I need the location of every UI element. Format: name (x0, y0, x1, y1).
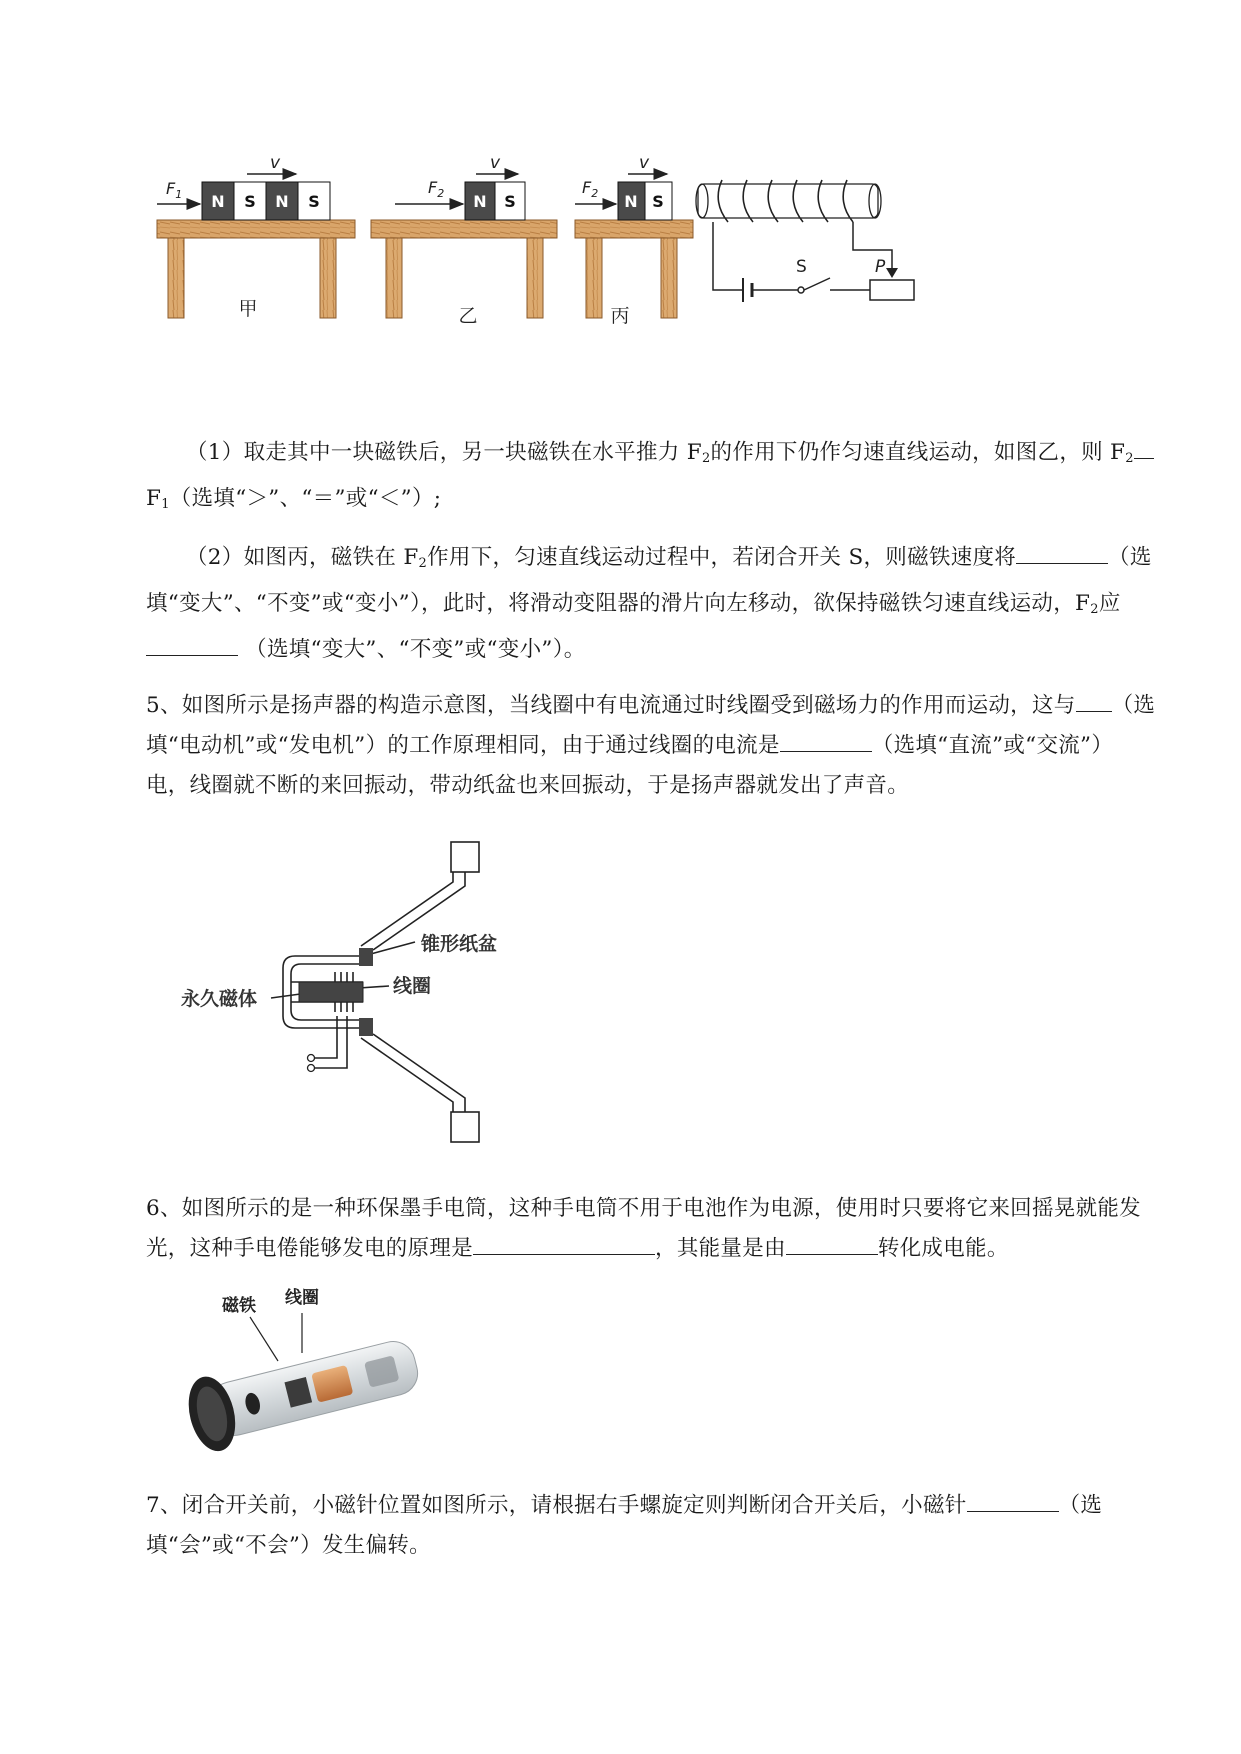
q6-text-segment: 转化成电能。 (877, 1236, 1009, 1261)
q4-part2-text: （选填“变大”、“不变”或“变小”），此时，将滑动变阻器的滑片向左移动，欲保持磁铁匀速直线运动，F (146, 545, 1152, 616)
answer-blank[interactable] (1134, 434, 1154, 459)
q6-text (146, 1189, 1156, 1269)
velocity-label: v (270, 153, 281, 173)
force-label: $F_2$ (582, 178, 599, 200)
table-jia (157, 153, 355, 320)
q4-part2-text: 作用下，匀速直线运动过程中，若闭合开关 S，则磁铁速度将 (427, 545, 1017, 570)
speaker-magnet-label: 永久磁体 (181, 988, 258, 1010)
q4-part1 (146, 433, 1156, 525)
subscript: 2 (1090, 602, 1099, 617)
q4-part1-text: （选填“＞”、“＝”或“＜”）; (169, 486, 442, 511)
table-bing (575, 153, 693, 327)
q4-part2-text: （选填“变大”、“不变”或“变小”）。 (245, 637, 586, 662)
q5-text-segment: 5、如图所示是扬声器的构造示意图，当线圈中有电流通过时线圈受到磁场力的作用而运动，这与 (146, 693, 1076, 718)
figure-label-bing: 丙 (610, 305, 630, 327)
slider-label: P (875, 257, 886, 277)
answer-blank[interactable] (1016, 539, 1108, 564)
answer-blank[interactable] (146, 631, 238, 656)
flashlight-figure (170, 1285, 440, 1465)
velocity-label: v (639, 153, 650, 173)
q4-part2-text: 应 (1098, 591, 1121, 616)
q7-text-segment: （选填“会”或“不会”）发生偏转。 (146, 1493, 1103, 1558)
answer-blank[interactable] (473, 1230, 655, 1255)
q4-part1-text: F (146, 486, 162, 511)
rheostat (870, 280, 914, 300)
q4-part2 (146, 538, 1156, 670)
q4-part2-text: （2）如图丙，磁铁在 F (186, 545, 419, 570)
subscript: 2 (418, 556, 428, 571)
q4-part1-text: 的作用下仍作匀速直线运动，如图乙，则 F (710, 440, 1126, 465)
pole-label: N (473, 192, 487, 211)
answer-blank[interactable] (1076, 687, 1112, 712)
q7-text (146, 1486, 1156, 1566)
q6-text-segment: 6、如图所示的是一种环保墨手电筒，这种手电筒不用于电池作为电源，使用时只要将它来回摇晃就能发光，这种手电倦能够发电的原理是 (146, 1196, 1141, 1261)
q4-part1-text: （1）取走其中一块磁铁后，另一块磁铁在水平推力 F (186, 440, 702, 465)
figure-label-jia: 甲 (238, 298, 258, 320)
q5-text-segment: （选填“直流”或“交流”）电，线圈就不断的来回振动，带动纸盆也来回振动，于是扬声器就发出了声音。 (146, 733, 1114, 798)
magnet-tables-figure (150, 150, 1030, 375)
q6-text-segment: ，其能量是由 (655, 1236, 786, 1261)
force-label: $F_1$ (166, 179, 183, 201)
answer-blank[interactable] (967, 1487, 1059, 1512)
q5-text-segment: （选填“电动机”或“发电机”）的工作原理相同，由于通过线圈的电流是 (146, 693, 1156, 758)
pole-label: N (624, 192, 638, 211)
figure-label-yi: 乙 (458, 305, 478, 327)
speaker-cone-label: 锥形纸盆 (421, 933, 498, 955)
pole-label: S (652, 192, 664, 211)
pole-label: S (308, 192, 320, 211)
answer-blank[interactable] (786, 1230, 878, 1255)
solenoid-tube (698, 184, 878, 218)
coil-winding (718, 180, 853, 222)
q5-text (146, 686, 1156, 806)
pole-label: N (275, 192, 289, 211)
force-label: $F_2$ (428, 178, 445, 200)
pole-label: S (244, 192, 256, 211)
speaker-diagram (175, 830, 555, 1150)
velocity-label: v (490, 153, 501, 173)
subscript: 2 (1125, 451, 1134, 466)
pole-label: N (211, 192, 225, 211)
pole-label: S (504, 192, 516, 211)
answer-blank[interactable] (780, 727, 872, 752)
flashlight-coil-label: 线圈 (285, 1288, 319, 1308)
table-yi (371, 153, 557, 327)
speaker-coil-label: 线圈 (393, 975, 432, 997)
q7-text-segment: 7、闭合开关前，小磁针位置如图所示，请根据右手螺旋定则判断闭合开关后，小磁针 (146, 1493, 967, 1518)
switch-label: S (796, 257, 807, 277)
flashlight-magnet-label: 磁铁 (222, 1296, 256, 1316)
subscript: 1 (161, 497, 170, 512)
subscript: 2 (701, 451, 711, 466)
solenoid-circuit (696, 180, 914, 302)
